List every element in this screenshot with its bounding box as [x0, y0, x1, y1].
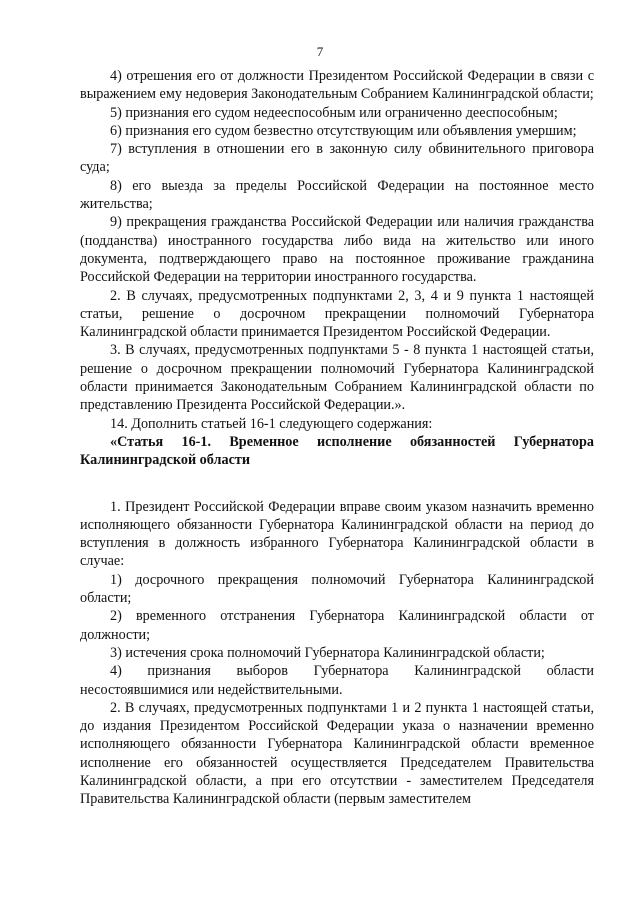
paragraph: 2. В случаях, предусмотренных подпунктами 2, 3, 4 и 9 пункта 1 настоящей статьи, решение о досрочном прекращении полномочий Губернатора Калининградской области принимается Президентом Российской Федерации. [80, 287, 594, 341]
paragraph: 1. Президент Российской Федерации вправе своим указом назначить временно исполняющего обязанности Губернатора Калининградской области на период до вступления в должность избранного Губернатора Калининградской области в случае: [80, 498, 594, 570]
page-number: 7 [316, 44, 324, 59]
paragraph: 7) вступления в отношении его в законную силу обвинительного приговора суда; [80, 141, 594, 176]
paragraph: 6) признания его судом безвестно отсутствующим или объявления умершим; [110, 122, 577, 139]
paragraph: 3. В случаях, предусмотренных подпунктами 5 - 8 пункта 1 настоящей статьи, решение о досрочном прекращении полномочий Губернатора Калининградской области принимается Законодательным Собранием Калининградской области по представлению Президента Российской Федерации.». [80, 342, 594, 414]
article-heading: «Статья 16-1. Временное исполнение обязанностей Губернатора Калининградской области [80, 433, 594, 469]
paragraph: 1) досрочного прекращения полномочий Губернатора Калининградской области; [80, 571, 594, 607]
section-spacer [80, 470, 594, 498]
paragraph: 2) временного отстранения Губернатора Калининградской области от должности; [80, 608, 594, 643]
paragraph: 14. Дополнить статьей 16-1 следующего содержания: [110, 415, 433, 432]
paragraph: 9) прекращения гражданства Российской Федерации или наличия гражданства (подданства) иностранного государства либо вида на жительство или иного документа, подтверждающего право на постоянное проживание гражданина Российской Федерации на территории иностранного государства. [80, 214, 594, 286]
paragraph: 5) признания его судом недееспособным или ограниченно дееспособным; [110, 104, 558, 121]
paragraph: 8) его выезда за пределы Российской Федерации на постоянное место жительства; [80, 177, 594, 213]
paragraph: 3) истечения срока полномочий Губернатора Калининградской области; [110, 644, 545, 661]
document-body [80, 67, 594, 809]
paragraph: 4) признания выборов Губернатора Калининградской области несостоявшимися или недействительными. [80, 663, 594, 698]
paragraph: 4) отрешения его от должности Президентом Российской Федерации в связи с выражением ему недоверия Законодательным Собранием Калининградской области; [80, 68, 594, 103]
paragraph: 2. В случаях, предусмотренных подпунктами 1 и 2 пункта 1 настоящей статьи, до издания Президентом Российской Федерации указа о назначении временно исполняющего обязанности Губернатора Калининградской области временное исполнение его обязанностей осуществляется Председателем Правительства Калининградской области, а при его отсутствии - заместителем Председателя Правительства Калининградской области (первым заместителем [80, 699, 594, 808]
